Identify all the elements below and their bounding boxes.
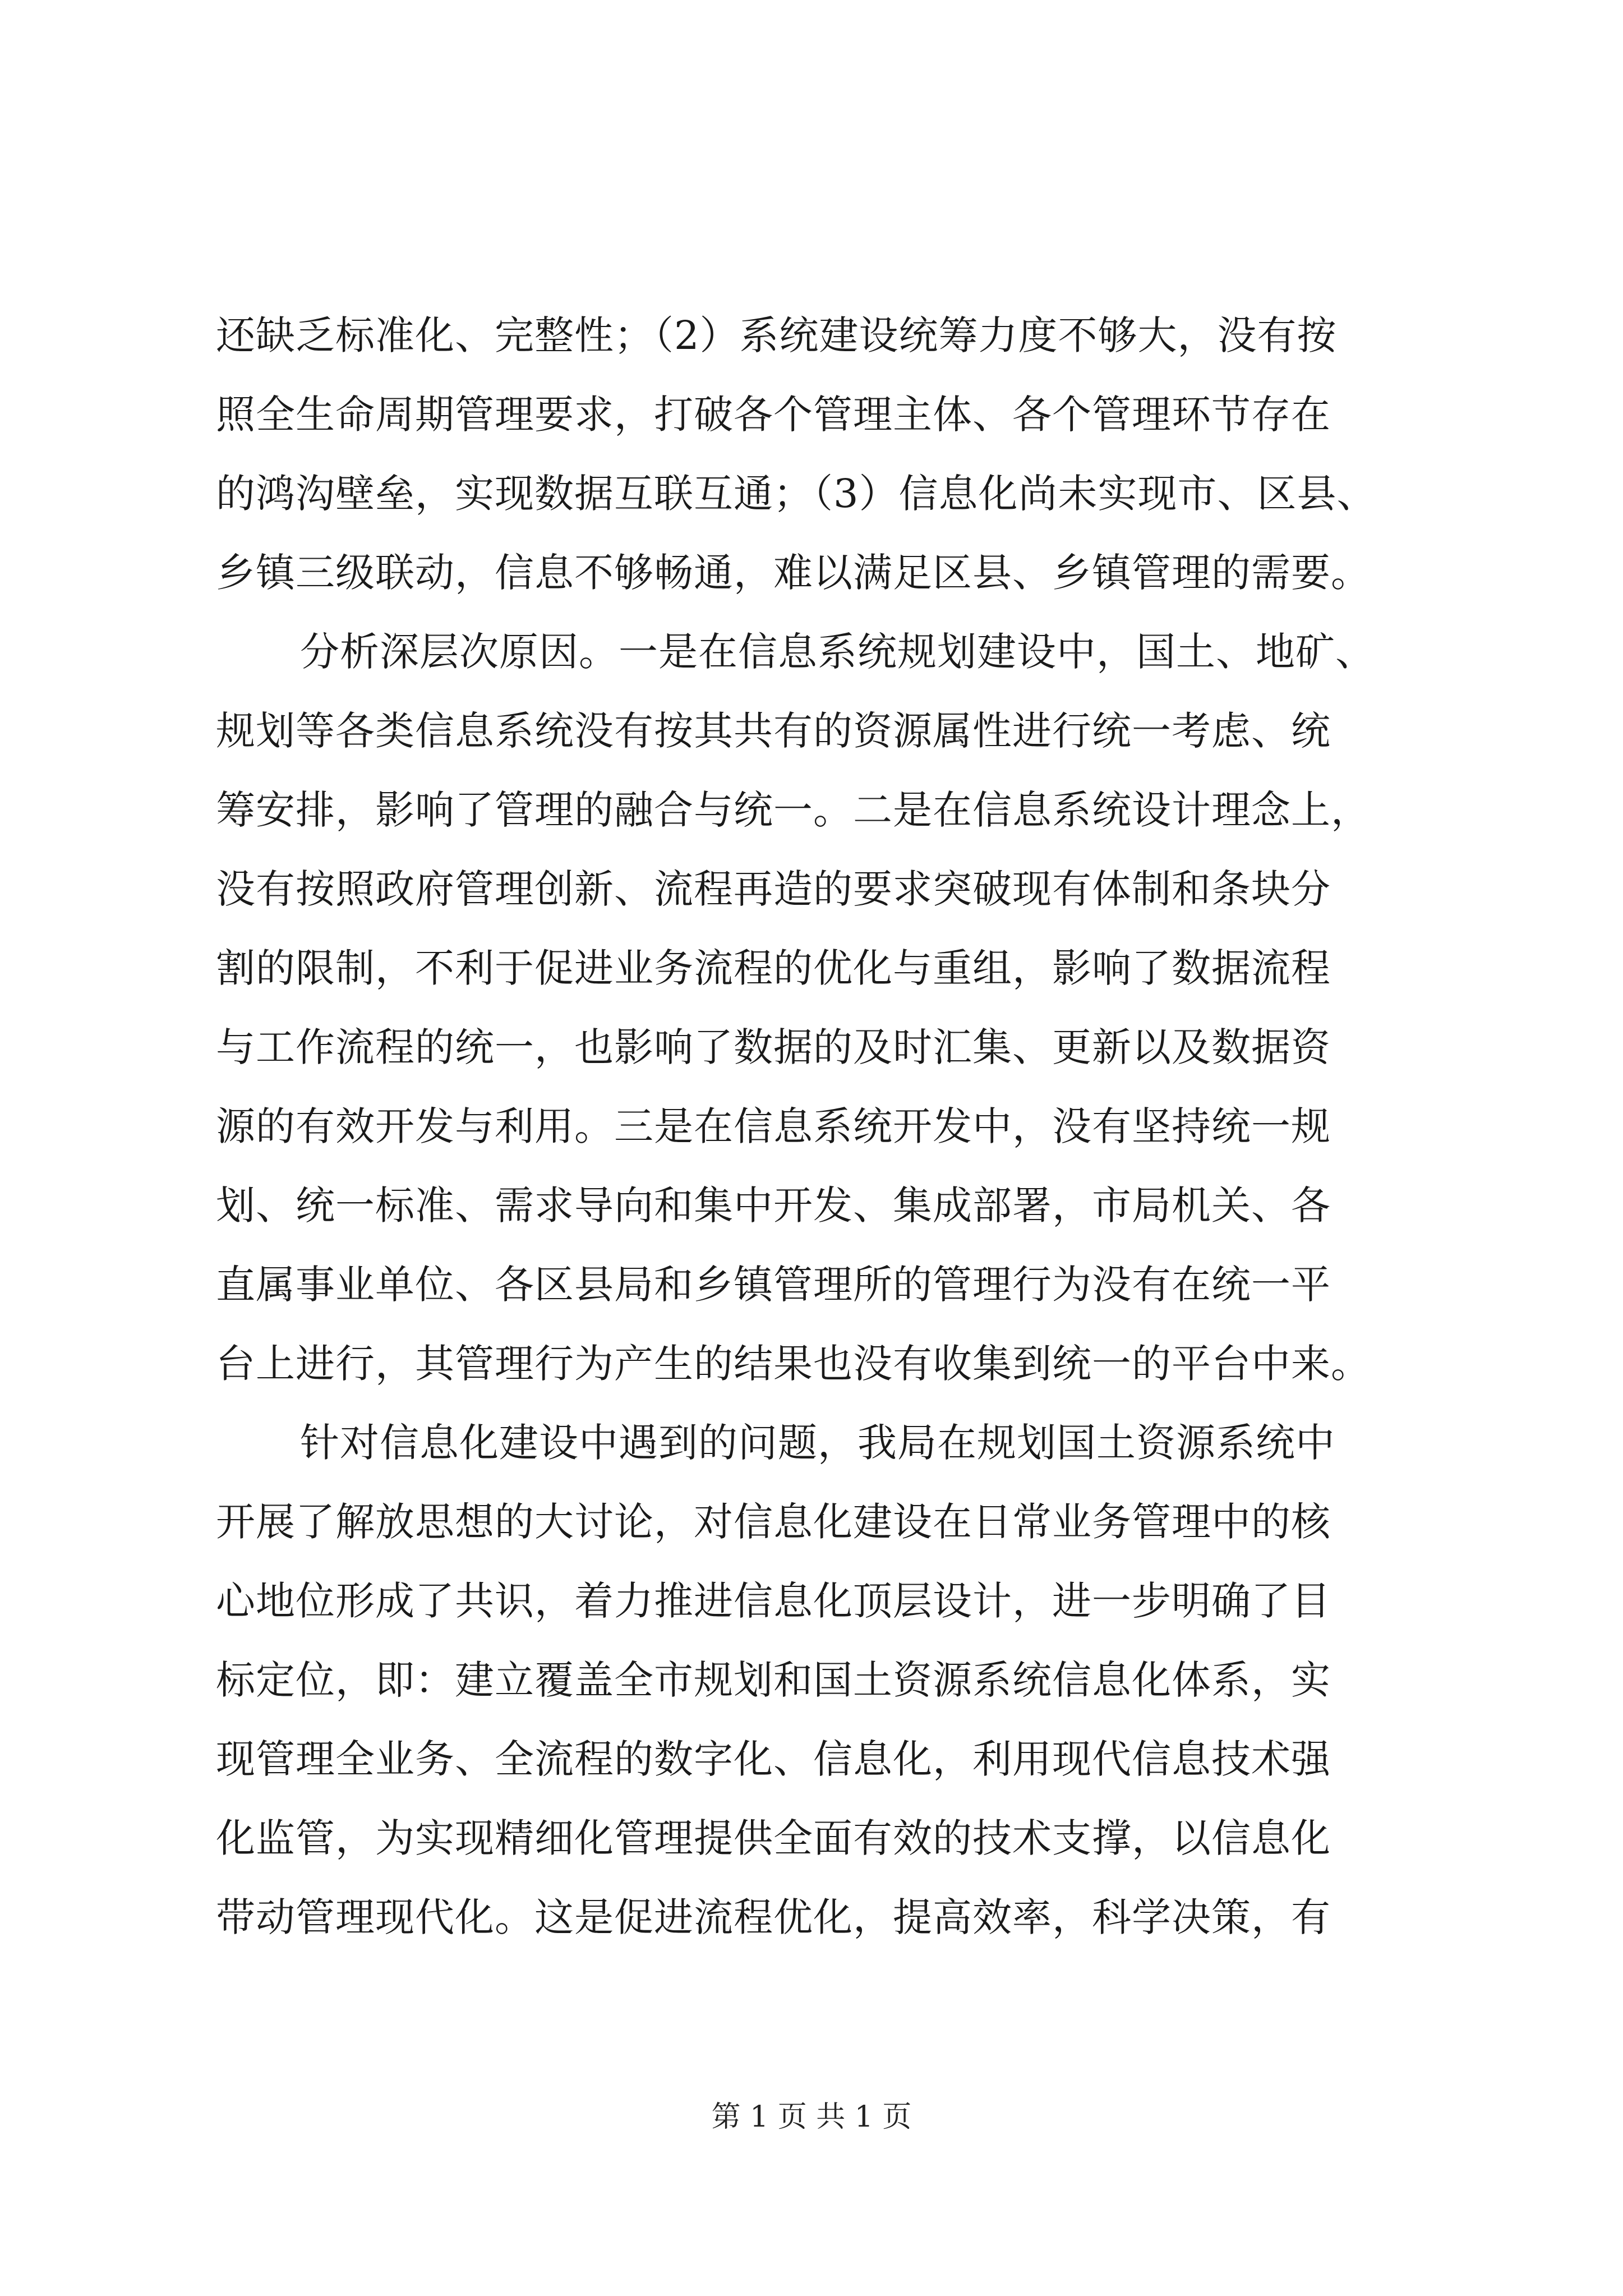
text-line: 开展了解放思想的大讨论，对信息化建设在日常业务管理中的核 (216, 1499, 1331, 1545)
text-line: 乡镇三级联动，信息不够畅通，难以满足区县、乡镇管理的需要。 (216, 550, 1371, 596)
text-line: 规划等各类信息系统没有按其共有的资源属性进行统一考虑、统 (216, 708, 1331, 754)
text-line: 没有按照政府管理创新、流程再造的要求突破现有体制和条块分 (216, 866, 1331, 912)
text-line: 还缺乏标准化、完整性；（2）系统建设统筹力度不够大，没有按 (216, 312, 1337, 358)
text-line: 标定位，即：建立覆盖全市规划和国土资源系统信息化体系，实 (216, 1657, 1331, 1703)
text-line: 化监管，为实现精细化管理提供全面有效的技术支撑，以信息化 (216, 1815, 1331, 1861)
page-number-footer: 第 1 页 共 1 页 (711, 2100, 912, 2134)
text-line: 源的有效开发与利用。三是在信息系统开发中，没有坚持统一规 (216, 1103, 1331, 1149)
text-line: 现管理全业务、全流程的数字化、信息化，利用现代信息技术强 (216, 1736, 1331, 1782)
paragraph-first-line: 分析深层次原因。一是在信息系统规划建设中，国土、地矿、 (300, 629, 1375, 675)
text-line: 台上进行，其管理行为产生的结果也没有收集到统一的平台中来。 (216, 1341, 1371, 1387)
text-line: 筹安排，影响了管理的融合与统一。二是在信息系统设计理念上， (216, 787, 1371, 833)
text-line: 划、统一标准、需求导向和集中开发、集成部署，市局机关、各 (216, 1182, 1331, 1228)
text-line: 割的限制，不利于促进业务流程的优化与重组，影响了数据流程 (216, 945, 1331, 991)
text-line: 的鸿沟壁垒，实现数据互联互通；（3）信息化尚未实现市、区县、 (216, 471, 1377, 517)
text-line: 带动管理现代化。这是促进流程优化，提高效率，科学决策，有 (216, 1894, 1331, 1940)
text-line: 照全生命周期管理要求，打破各个管理主体、各个管理环节存在 (216, 392, 1331, 438)
text-line: 心地位形成了共识，着力推进信息化顶层设计，进一步明确了目 (216, 1578, 1331, 1624)
text-line: 与工作流程的统一，也影响了数据的及时汇集、更新以及数据资 (216, 1024, 1331, 1070)
text-line: 直属事业单位、各区县局和乡镇管理所的管理行为没有在统一平 (216, 1262, 1331, 1308)
paragraph-first-line: 针对信息化建设中遇到的问题，我局在规划国土资源系统中 (300, 1420, 1335, 1466)
document-body (216, 296, 1450, 1957)
